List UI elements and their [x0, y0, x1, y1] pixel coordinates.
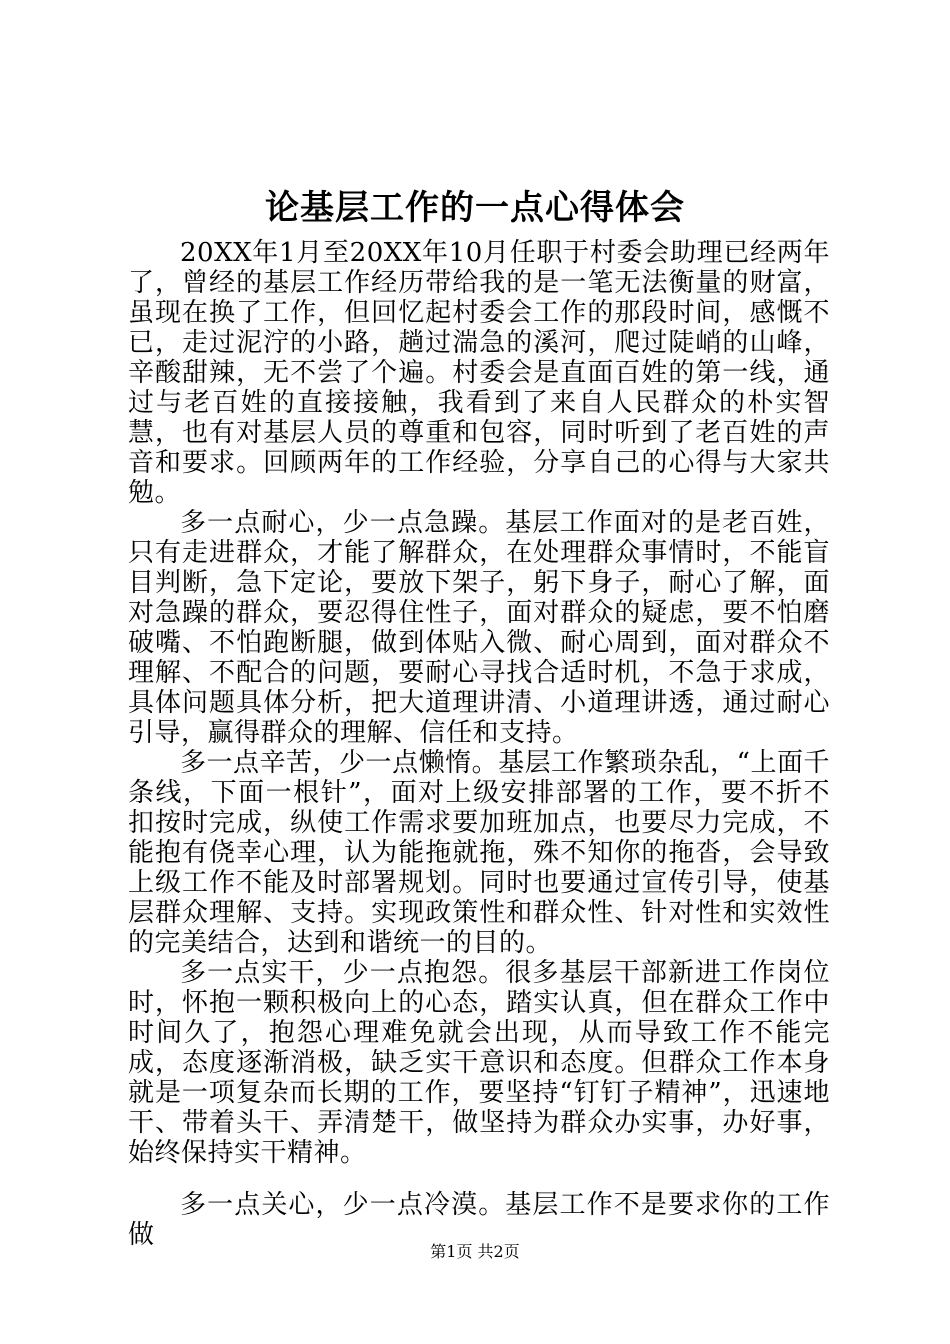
document-title: 论基层工作的一点心得体会: [265, 188, 685, 228]
page-footer: 第1页 共2页: [430, 1242, 520, 1261]
paragraph-intro: 20XX年1月至20XX年10月任职于村委会助理已经两年了，曾经的基层工作经历带给我的是一笔无法衡量的财富，虽现在换了工作，但回忆起村委会工作的那段时间，感慨不已，走过泥泞的小路，趟过湍急的溪河，爬过陡峭的山峰，辛酸甜辣，无不尝了个遍。村委会是直面百姓的第一线，通过与老百姓的直接接触，我看到了来自人民群众的朴实智慧，也有对基层人员的尊重和包容，同时听到了老百姓的声音和要求。回顾两年的工作经验，分享自己的心得与大家共勉。: [128, 238, 830, 508]
document-body: [128, 238, 830, 1250]
paragraph-care: 多一点关心，少一点冷漠。基层工作不是要求你的工作做: [128, 1190, 830, 1250]
paragraph-patience: 多一点耐心，少一点急躁。基层工作面对的是老百姓，只有走进群众，才能了解群众，在处理群众事情时，不能盲目判断，急下定论，要放下架子，躬下身子，耐心了解，面对急躁的群众，要忍得住性子，面对群众的疑虑，要不怕磨破嘴、不怕跑断腿，做到体贴入微、耐心周到，面对群众不理解、不配合的问题，要耐心寻找合适时机，不急于求成，具体问题具体分析，把大道理讲清、小道理讲透，通过耐心引导，赢得群众的理解、信任和支持。: [128, 508, 830, 748]
paragraph-hard-work: 多一点实干，少一点抱怨。很多基层干部新进工作岗位时，怀抱一颗积极向上的心态，踏实认真，但在群众工作中时间久了，抱怨心理难免就会出现，从而导致工作不能完成，态度逐渐消极，缺乏实干意识和态度。但群众工作本身就是一项复杂而长期的工作，要坚持“钉钉子精神”，迅速地干、带着头干、弄清楚干，做坚持为群众办实事，办好事，始终保持实干精神。: [128, 958, 830, 1168]
paragraph-diligence: 多一点辛苦，少一点懒惰。基层工作繁琐杂乱，“上面千条线，下面一根针”，面对上级安排部署的工作，要不折不扣按时完成，纵使工作需求要加班加点，也要尽力完成，不能抱有侥幸心理，认为能拖就拖，殊不知你的拖沓，会导致上级工作不能及时部署规划。同时也要通过宣传引导，使基层群众理解、支持。实现政策性和群众性、针对性和实效性的完美结合，达到和谐统一的目的。: [128, 748, 830, 958]
